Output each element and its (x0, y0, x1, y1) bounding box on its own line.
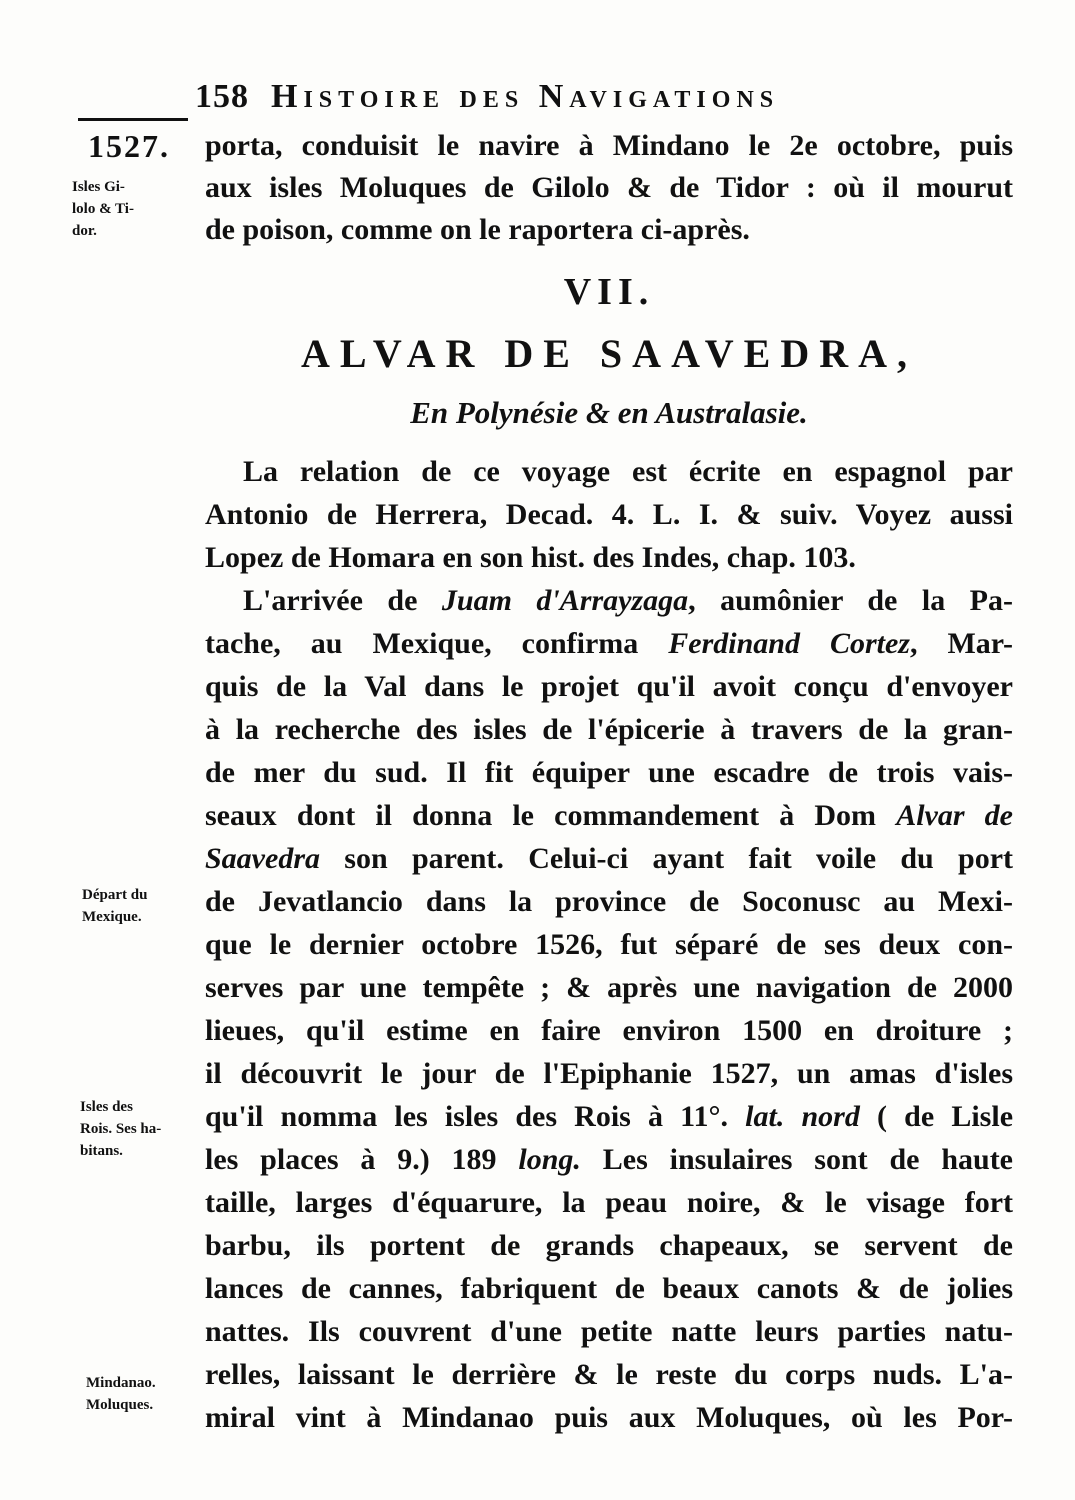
section-number: VII. (563, 271, 655, 313)
margin-note-gilolo (72, 176, 134, 242)
section-title: ALVAR DE SAAVEDRA, (300, 331, 918, 376)
margin-note-line: bitans. (80, 1143, 123, 1159)
running-head (195, 78, 955, 116)
text-line: de Jevatlancio dans la province de Soconusc au Mexi- (205, 885, 1013, 918)
text-line: que le dernier octobre 1526, fut séparé de ses deux con- (205, 928, 1013, 961)
text-line: à la recherche des isles de l'épicerie à travers de la gran- (205, 713, 1013, 746)
margin-note-line: Mindanao. (86, 1375, 156, 1391)
text-run-italic: Saavedra (205, 842, 320, 875)
text-line: lieues, qu'il estime en faire environ 1500 en droiture ; (205, 1014, 1013, 1047)
text-run: seaux dont il donna le commandement à Dom (205, 799, 897, 832)
text-line: barbu, ils portent de grands chapeaux, se servent de (205, 1229, 1013, 1262)
margin-note-rois (80, 1096, 161, 1162)
text-line: nattes. Ils couvrent d'une petite natte leurs parties natu- (205, 1315, 1013, 1348)
text-run: son parent. Celui-ci ayant fait voile du port (320, 842, 1013, 875)
margin-note-line: Isles des (80, 1099, 133, 1115)
text-line: de poison, comme on le raportera ci-après. (205, 213, 750, 246)
text-line: aux isles Moluques de Gilolo & de Tidor : où il mourut (205, 171, 1013, 204)
text-run: les places à 9.) 189 (205, 1143, 519, 1176)
text-run: , aumônier de la Pa- (688, 584, 1013, 617)
margin-note-line: Départ du (82, 887, 148, 903)
text-line: miral vint à Mindanao puis aux Moluques, où les Por- (205, 1401, 1013, 1434)
text-line: Lopez de Homara en son hist. des Indes, chap. 103. (205, 541, 856, 574)
margin-note-line: Moluques. (86, 1397, 154, 1413)
text-line: La relation de ce voyage est écrite en espagnol par (243, 455, 1013, 488)
margin-note-line: Isles Gi- (72, 179, 125, 195)
text-run: tache, au Mexique, confirma (205, 627, 669, 660)
text-line (205, 796, 1013, 836)
text-line (243, 581, 1013, 621)
head-rule (78, 118, 188, 121)
text-run: Les insulaires sont de haute (580, 1143, 1014, 1176)
margin-note-line: Mexique. (82, 909, 142, 925)
margin-note-line: dor. (72, 223, 97, 239)
text-run-italic: Ferdinand Cortez (668, 627, 910, 660)
text-line: de mer du sud. Il fit équiper une escadre de trois vais- (205, 756, 1013, 789)
text-run-italic: long. (518, 1143, 581, 1176)
text-line: serves par une tempête ; & après une navigation de 2000 (205, 971, 1013, 1004)
text-run: L'arrivée de (243, 584, 442, 617)
text-run-italic: Alvar de (896, 799, 1013, 832)
text-line: porta, conduisit le navire à Mindano le 2e octobre, puis (205, 129, 1013, 162)
margin-year: 1527. (88, 128, 170, 164)
text-line: relles, laissant le derrière & le reste du corps nuds. L'a- (205, 1358, 1013, 1391)
text-run: ( de Lisle (859, 1100, 1014, 1133)
margin-note-mindanao (86, 1372, 156, 1416)
section-subtitle: En Polynésie & en Australasie. (410, 395, 808, 430)
text-run-italic: Juam d'Arrayzaga (441, 584, 689, 617)
text-line (205, 1097, 1013, 1137)
margin-note-line: lolo & Ti- (72, 201, 134, 217)
text-run-italic: lat. nord (745, 1100, 860, 1133)
text-run: , Mar- (909, 627, 1013, 660)
text-run: qu'il nomma les isles des Rois à 11°. (205, 1100, 746, 1133)
margin-note-line: Rois. Ses ha- (80, 1121, 162, 1137)
text-line: Antonio de Herrera, Decad. 4. L. I. & suiv. Voyez aussi (205, 498, 1013, 531)
text-line (205, 1140, 1013, 1180)
text-line: quis de la Val dans le projet qu'il avoit conçu d'envoyer (205, 670, 1013, 703)
text-line: lances de cannes, fabriquent de beaux canots & de jolies (205, 1272, 1013, 1305)
page-number: 158 (195, 78, 249, 115)
text-line: taille, larges d'équarure, la peau noire, & le visage fort (205, 1186, 1013, 1219)
margin-note-depart (82, 884, 147, 928)
text-line (205, 624, 1013, 664)
text-line (205, 839, 1013, 879)
running-title: Histoire des Navigations (271, 78, 780, 115)
text-line: il découvrit le jour de l'Epiphanie 1527, un amas d'isles (205, 1057, 1013, 1090)
